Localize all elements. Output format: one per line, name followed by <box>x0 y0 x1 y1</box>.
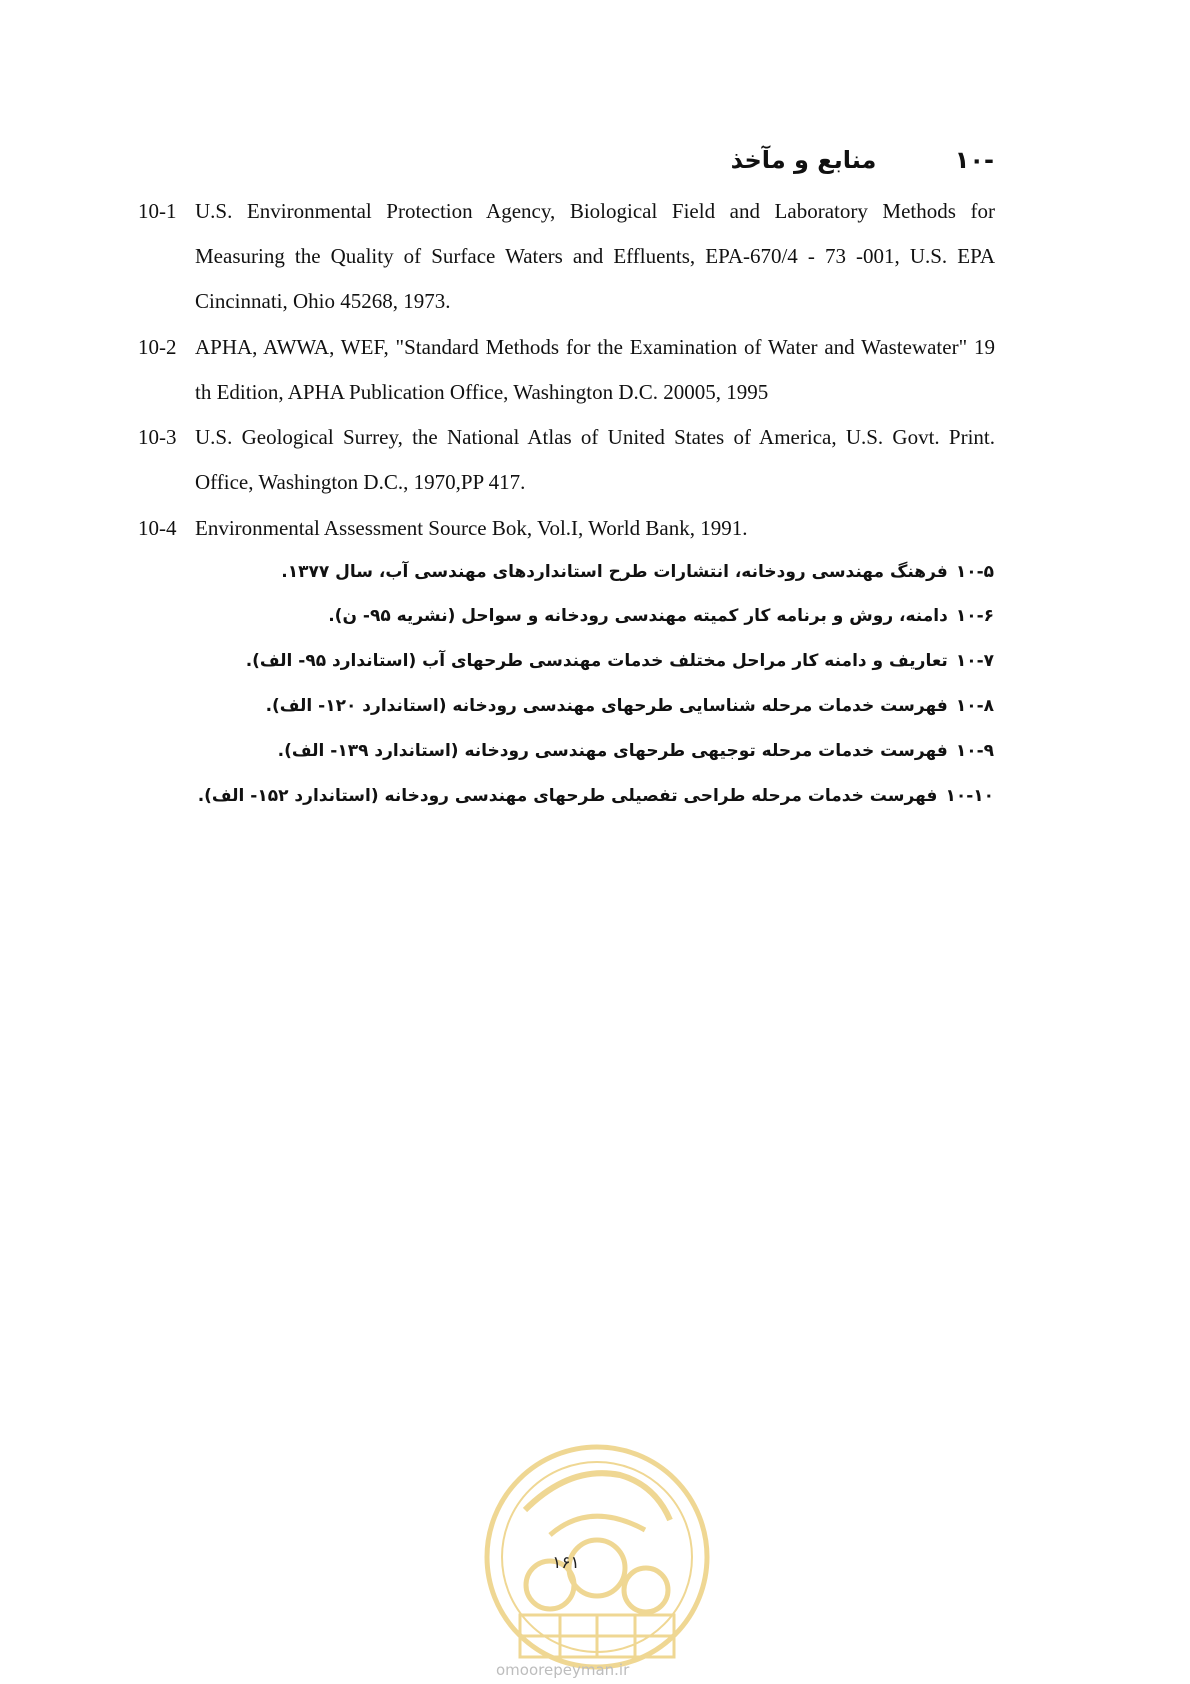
reference-number: ۱۰-۶ <box>955 606 994 626</box>
section-number: -۱۰ <box>954 146 994 174</box>
section-title: منابع و مآخذ <box>730 146 877 174</box>
reference-text: فهرست خدمات مرحله توجیهی طرحهای مهندسی رودخانه (استاندارد ۱۳۹- الف). <box>277 741 948 761</box>
watermark-url: omoorepeyman.ir <box>496 1661 630 1679</box>
reference-item-fa <box>278 741 994 761</box>
reference-number: ۱۰-۱۰ <box>945 786 994 806</box>
reference-number: 10-3 <box>138 425 177 449</box>
reference-text: فهرست خدمات مرحله شناسایی طرحهای مهندسی رودخانه (استاندارد ۱۲۰- الف). <box>265 696 948 716</box>
reference-number: 10-1 <box>138 199 177 223</box>
reference-text: فهرست خدمات مرحله طراحی تفصیلی طرحهای مهندسی رودخانه (استاندارد ۱۵۲- الف). <box>197 786 938 806</box>
reference-text: دامنه، روش و برنامه کار کمیته مهندسی رودخانه و سواحل (نشریه ۹۵- ن). <box>328 606 948 626</box>
reference-text: U.S. Geological Surrey, the National Atlas of United States of America, U.S. Govt. Print. Office, Washington D.C., 1970,PP 417. <box>195 425 995 494</box>
reference-item-fa <box>281 562 994 582</box>
reference-number: ۱۰-۸ <box>955 696 994 716</box>
reference-text: تعاریف و دامنه کار مراحل مختلف خدمات مهندسی طرحهای آب (استاندارد ۹۵- الف). <box>245 651 948 671</box>
reference-number: ۱۰-۵ <box>955 562 994 582</box>
reference-text: فرهنگ مهندسی رودخانه، انتشارات طرح استانداردهای مهندسی آب، سال ۱۳۷۷. <box>281 562 948 582</box>
reference-item-fa <box>328 606 994 626</box>
reference-number: ۱۰-۷ <box>955 651 994 671</box>
reference-item-fa <box>198 786 994 806</box>
reference-item-fa <box>266 696 994 716</box>
reference-number: 10-2 <box>138 335 177 359</box>
reference-item-fa <box>246 651 994 671</box>
reference-number: ۱۰-۹ <box>955 741 994 761</box>
watermark-seal-icon <box>480 1440 714 1674</box>
reference-text: APHA, AWWA, WEF, "Standard Methods for the Examination of Water and Wastewater" 19 th Edition, APHA Publication Office, Washington D.C. 20005, 1995 <box>195 335 995 404</box>
page-number: ۱۶۱ <box>552 1553 580 1573</box>
reference-text: Environmental Assessment Source Bok, Vol.I, World Bank, 1991. <box>195 516 748 540</box>
reference-number: 10-4 <box>138 516 177 540</box>
section-heading <box>731 146 994 174</box>
reference-text: U.S. Environmental Protection Agency, Biological Field and Laboratory Methods for Measuring the Quality of Surface Waters and Effluents, EPA-670/4 - 73 -001, U.S. EPA Cincinnati, Ohio 45268, 1973. <box>195 199 995 313</box>
